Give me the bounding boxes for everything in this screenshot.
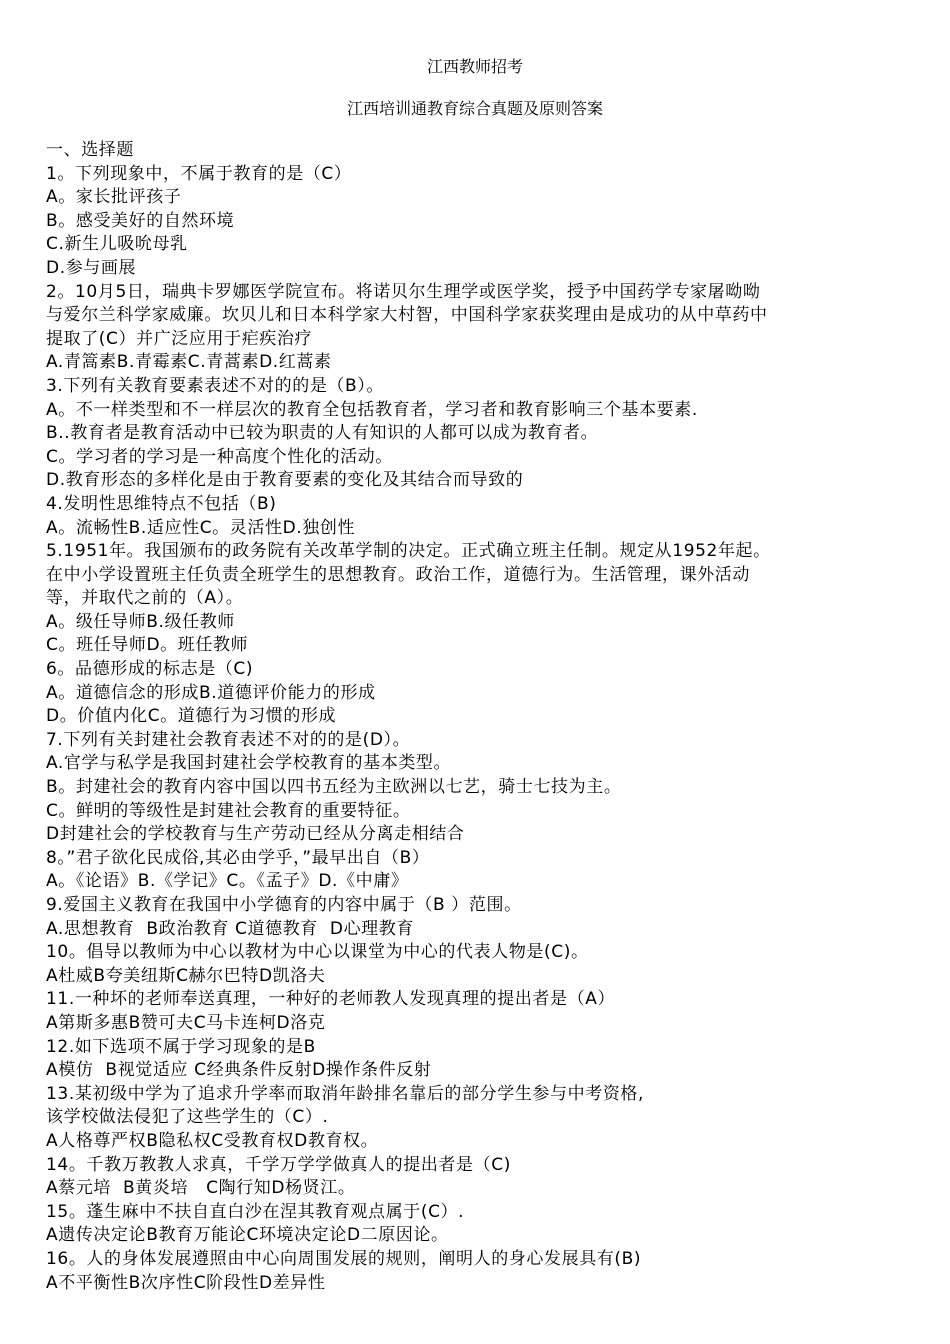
question-line: 4.发明性思维特点不包括（B) bbox=[46, 493, 277, 514]
question-line: 与爱尔兰科学家威廉。坎贝儿和日本科学家大村智，中国科学家获奖理由是成功的从中草药中 bbox=[46, 305, 768, 326]
option-line: A.青篙素B.青霉素C.青蒿素D.红蒿素 bbox=[46, 352, 332, 373]
question-line: 14。千教万教教人求真，千学万学学做真人的提出者是（C) bbox=[46, 1154, 511, 1175]
option-line: D.参与画展 bbox=[46, 257, 137, 278]
option-line: C.新生儿吸吮母乳 bbox=[46, 234, 188, 255]
question-line: 3.下列有关教育要素表述不对的的是（B）。 bbox=[46, 375, 384, 396]
option-line: A。不一样类型和不一样层次的教育全包括教育者，学习者和教育影响三个基本要素. bbox=[46, 399, 698, 420]
question-line: 16。人的身体发展遵照由中心向周围发展的规则，阐明人的身心发展具有(B) bbox=[46, 1248, 642, 1269]
option-line: A蔡元培 B黄炎培 C陶行知D杨贤江。 bbox=[46, 1178, 356, 1199]
option-line: C。鲜明的等级性是封建社会教育的重要特征。 bbox=[46, 800, 411, 821]
question-line: 等，并取代之前的（A）。 bbox=[46, 588, 244, 609]
option-line: A第斯多惠B赞可夫C马卡连柯D洛克 bbox=[46, 1012, 326, 1033]
option-line: A。流畅性B.适应性C。灵活性D.独创性 bbox=[46, 517, 356, 538]
question-line: 6。品德形成的标志是（C) bbox=[46, 659, 254, 680]
option-line: A遗传决定论B教育万能论C环境决定论D二原因论。 bbox=[46, 1225, 449, 1246]
option-line: A模仿 B视觉适应 C经典条件反射D操作条件反射 bbox=[46, 1060, 432, 1081]
option-line: D封建社会的学校教育与生产劳动已经从分离走相结合 bbox=[46, 824, 465, 845]
option-line: A。《论语》B.《学记》C。《孟子》D.《中庸》 bbox=[46, 871, 409, 892]
option-line: A不平衡性B次序性C阶段性D差异性 bbox=[46, 1272, 326, 1293]
option-line: A。道德信念的形成B.道德评价能力的形成 bbox=[46, 682, 376, 703]
option-line: B。感受美好的自然环境 bbox=[46, 210, 235, 231]
question-line: 10。倡导以教师为中心以教材为中心以课堂为中心的代表人物是(C)。 bbox=[46, 942, 589, 963]
question-line: 9.爱国主义教育在我国中小学德育的内容中属于（B ）范围。 bbox=[46, 895, 522, 915]
question-line: 5.1951年。我国颁布的政务院有关改革学制的决定。正式确立班主任制。规定从1952年起。 bbox=[46, 541, 771, 562]
question-line: 2。10月5日，瑞典卡罗娜医学院宣布。将诺贝尔生理学或医学奖，授予中国药学专家屠呦呦 bbox=[46, 281, 761, 302]
question-line: 11.一种坏的老师奉送真理，一种好的老师教人发现真理的提出者是（A） bbox=[46, 989, 616, 1010]
question-line: 12.如下选项不属于学习现象的是B bbox=[46, 1036, 316, 1057]
option-line: A。级任导师B.级任教师 bbox=[46, 611, 235, 632]
question-line: 提取了(C）并广泛应用于疟疾治疗 bbox=[46, 328, 313, 349]
option-line: B..教育者是教育活动中已较为职责的人有知识的人都可以成为教育者。 bbox=[46, 423, 599, 444]
question-line: 8。”君子欲化民成俗,其必由学乎，”最早出自（B） bbox=[46, 847, 430, 868]
question-line: 1。下列现象中，不属于教育的是（C） bbox=[46, 163, 352, 184]
option-line: C。班任导师D。班任教师 bbox=[46, 635, 249, 656]
question-line: 15。蓬生麻中不扶自直白沙在涅其教育观点属于(C）. bbox=[46, 1201, 465, 1222]
option-line: D。价值内化C。道德行为习惯的形成 bbox=[46, 706, 337, 727]
option-line: D.教育形态的多样化是由于教育要素的变化及其结合而导致的 bbox=[46, 470, 524, 491]
option-line: A杜威B夸美纽斯C赫尔巴特D凯洛夫 bbox=[46, 965, 326, 986]
question-line: 该学校做法侵犯了这些学生的（C）. bbox=[46, 1107, 329, 1128]
option-line: A。家长批评孩子 bbox=[46, 187, 182, 208]
document-header-title: 江西教师招考 bbox=[426, 57, 523, 76]
option-line: A.思想教育 B政治教育 C道德教育 D心理教育 bbox=[46, 918, 414, 939]
question-line: 13.某初级中学为了追求升学率而取消年龄排名靠后的部分学生参与中考资格, bbox=[46, 1083, 645, 1104]
question-line: 7.下列有关封建社会教育表述不对的的是(D）。 bbox=[46, 729, 411, 750]
option-line: A人格尊严权B隐私权C受教育权D教育权。 bbox=[46, 1130, 379, 1151]
option-line: C。学习者的学习是一种高度个性化的活动。 bbox=[46, 446, 393, 467]
question-line: 在中小学设置班主任负责全班学生的思想教育。政治工作，道德行为。生活管理，课外活动 bbox=[46, 564, 750, 585]
document-body bbox=[46, 139, 910, 1295]
document-title: 江西培训通教育综合真题及原则答案 bbox=[346, 99, 603, 118]
option-line: B。封建社会的教育内容中国以四书五经为主欧洲以七艺，骑士七技为主。 bbox=[46, 777, 622, 798]
option-line: A.官学与私学是我国封建社会学校教育的基本类型。 bbox=[46, 753, 452, 774]
section-heading: 一、选择题 bbox=[46, 140, 134, 160]
